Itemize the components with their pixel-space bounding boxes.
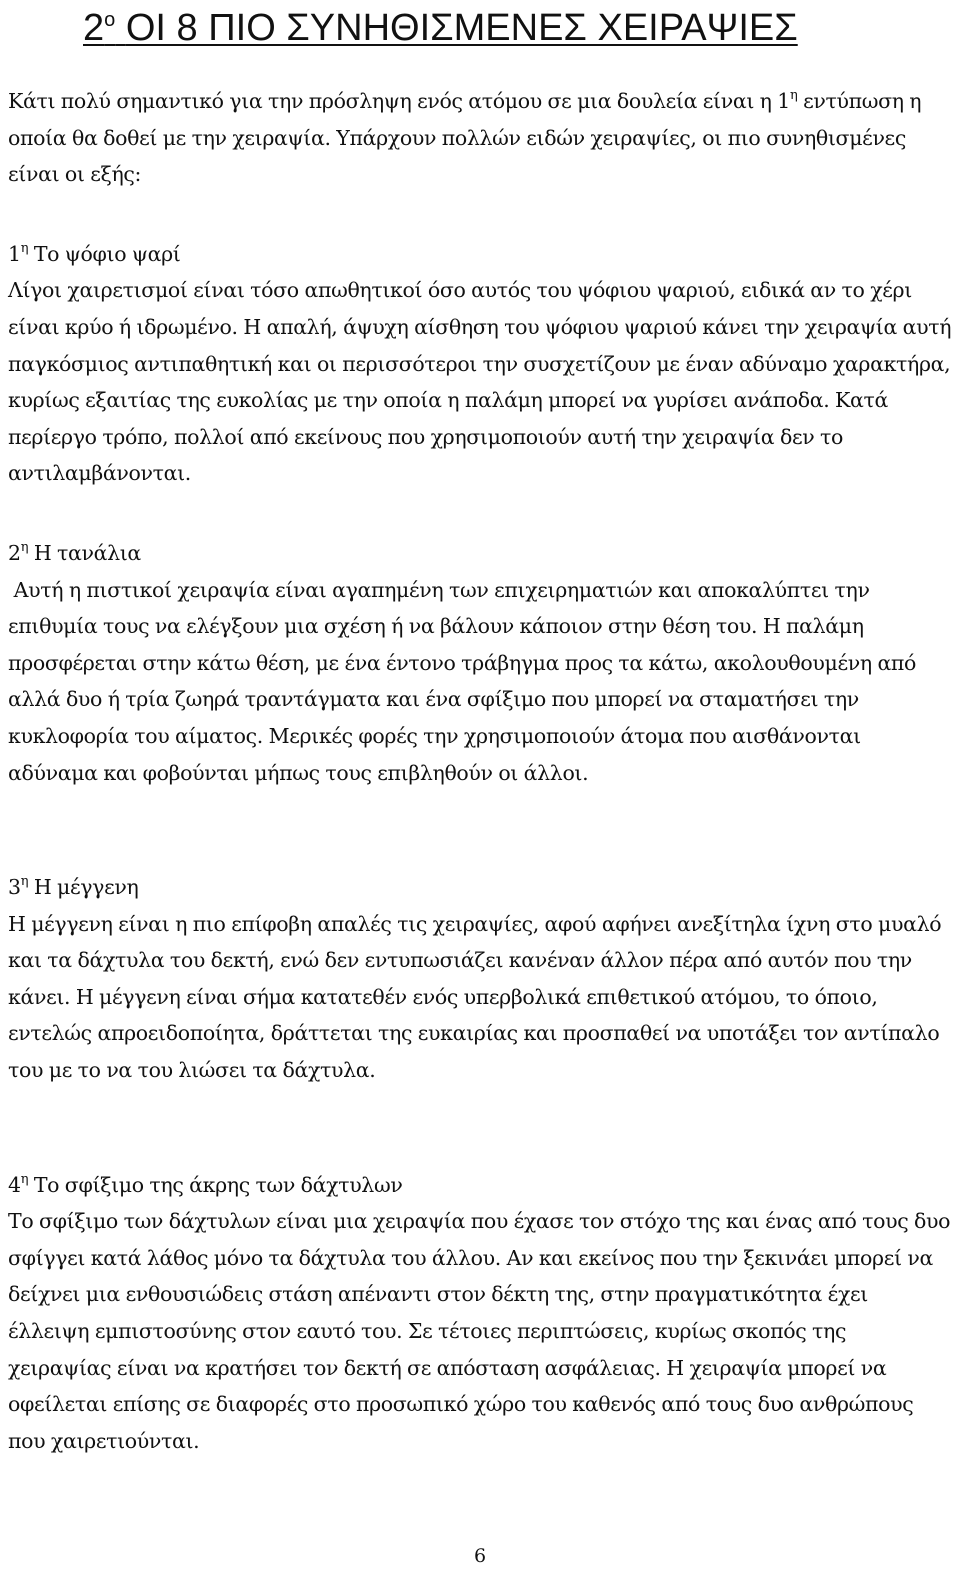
section-ordinal-sup: η [20, 1171, 29, 1187]
section-body: Αυτή η πιστικοί χειραψία είναι αγαπημένη των επιχειρηματιών και αποκαλύπτει την επιθυμία τους να ελέγξουν μια σχέση ή να βάλουν κάποιον στην θέση του. Η παλάμη προσφέρεται στην κάτω θέση, με ένα έντονο τράβηγμα προς τα κάτω, ακολουθουμένη από αλλά δυο ή τρία ζωηρά τραντάγματα και ένα σφίξιμο που μπορεί να σταματήσει την κυκλοφορία του αίματος. Μερικές φορές την χρησιμοποιούν άτομα που αισθάνονται αδύναμα και φοβούνται μήπως τους επιβληθούν οι άλλοι. [8, 577, 922, 785]
section-ordinal-sup: η [20, 240, 29, 256]
intro-paragraph [8, 78, 952, 193]
intro-text-part2: εντύπωση η οποία θα δοθεί με την χειραψία. Υπάρχουν πολλών ειδών χειραψίες, οι πιο συνηθισμένες είναι οι εξής: [8, 89, 922, 187]
intro-text-part1: Κάτι πολύ σημαντικό για την πρόσληψη ενός ατόμου σε μια δουλεία είναι η 1 [8, 89, 790, 113]
section-heading [8, 1162, 952, 1204]
section-body: Το σφίξιμο των δάχτυλων είναι μια χειραψία που έχασε τον στόχο της και ένας από τους δυο σφίγγει κατά λάθος μόνο τα δάχτυλα του άλλου. Αν και εκείνος που την ξεκινάει μπορεί να δείχνει μια ενθουσιώδεις στάση απέναντι στον δέκτη της, στην πραγματικότητα έχει έλλειψη εμπιστοσύνης στον εαυτό του. Σε τέτοιες περιπτώσεις, κυρίως σκοπός της χειραψίας είναι να κρατήσει τον δεκτή σε απόσταση ασφάλειας. Η χειραψία μπορεί να οφείλεται επίσης σε διαφορές στο προσωπικό χώρο του καθενός από τους δυο ανθρώπους που χαιρετιούνται. [8, 1209, 951, 1453]
section-pliers [8, 530, 952, 791]
section-title: Το σφίξιμο της άκρης των δάχτυλων [28, 1172, 403, 1197]
section-number: 2 [8, 540, 21, 565]
section-heading [8, 231, 952, 273]
section-number: 1 [8, 241, 21, 266]
section-fingertip-squeeze [8, 1162, 952, 1460]
title-ordinal-sup: ο [104, 9, 116, 31]
section-title: Η τανάλια [28, 540, 141, 565]
document-page [8, 0, 952, 1459]
intro-ordinal-sup: η [789, 88, 798, 103]
section-body: Λίγοι χαιρετισμοί είναι τόσο απωθητικοί όσο αυτός του ψόφιου ψαριού, ειδικά αν το χέρι είναι κρύο ή ιδρωμένο. Η απαλή, άψυχη αίσθηση του ψόφιου ψαριού κάνει την χειραψία αυτή παγκόσμιος αντιπαθητική και οι περισσότεροι την συσχετίζουν με έναν αδύναμο χαρακτήρα, κυρίως εξαιτίας της ευκολίας με την οποία η παλάμη μπορεί να γυρίσει ανάποδα. Κατά περίεργο τρόπο, πολλοί από εκείνους που χρησιμοποιούν αυτή την χειραψία δεν το αντιλαμβάνονται. [8, 278, 952, 486]
section-number: 3 [8, 875, 21, 900]
section-vice [8, 864, 952, 1089]
section-body: Η μέγγενη είναι η πιο επίφοβη απαλές τις χειραψίες, αφού αφήνει ανεξίτηλα ίχνη στο μυαλό και τα δάχτυλα του δεκτή, ενώ δεν εντυπωσιάζει κανέναν άλλον πέρα από αυτόν που την κάνει. Η μέγγενη είναι σήμα κατατεθέν ενός υπερβολικά επιθετικού ατόμου, το όποιο, εντελώς απροειδοποίητα, δράττεται της ευκαιρίας και προσπαθεί να υποτάξει τον αντίπαλο του με το να του λιώσει τα δάχτυλα. [8, 911, 942, 1083]
section-title: Το ψόφιο ψαρί [28, 241, 181, 266]
title-number: 2 [83, 7, 105, 49]
section-dead-fish [8, 231, 952, 492]
section-heading [8, 864, 952, 906]
title-text: ΟΙ 8 ΠΙΟ ΣΥΝΗΘΙΣΜΕΝΕΣ ΧΕΙΡΑΨΙΕΣ [125, 7, 798, 49]
section-title: Η μέγγενη [28, 875, 139, 900]
section-number: 4 [8, 1172, 21, 1197]
section-heading [8, 530, 952, 572]
section-ordinal-sup: η [20, 539, 29, 555]
section-ordinal-sup: η [20, 874, 29, 890]
page-number: 6 [473, 1545, 487, 1567]
page-title [83, 0, 952, 48]
